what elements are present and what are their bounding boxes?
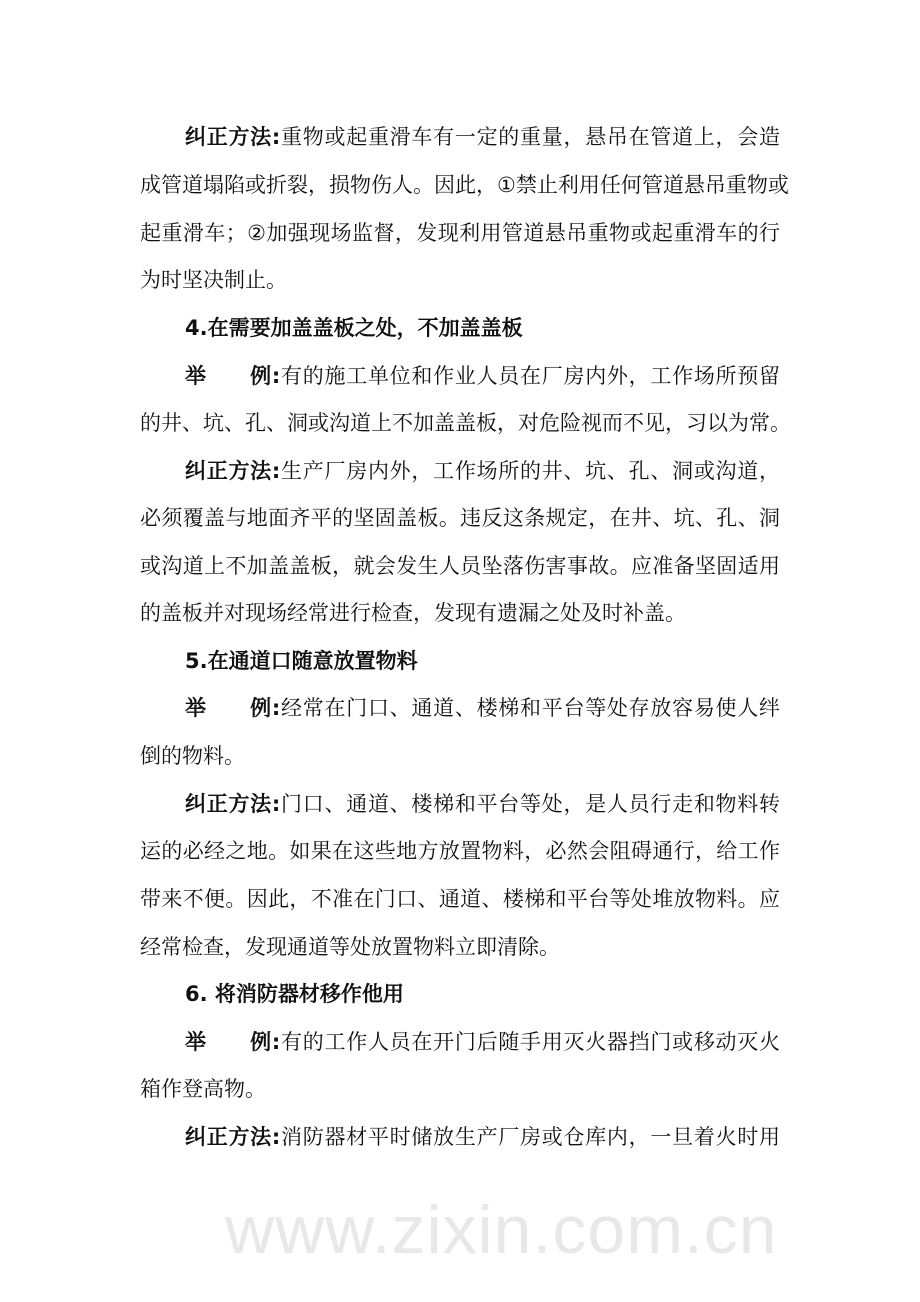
paragraph-line: 成管道塌陷或折裂，损物伤人。因此，①禁止利用任何管道悬吊重物或	[140, 173, 789, 197]
section-heading: 4.在需要加盖盖板之处，不加盖盖板	[185, 316, 523, 340]
section-heading: 5.在通道口随意放置物料	[185, 649, 418, 673]
paragraph-line: 必须覆盖与地面齐平的坚固盖板。违反这条规定，在井、坑、孔、洞	[140, 506, 780, 530]
text: 生产厂房内外，工作场所的井、坑、孔、洞或沟道，	[280, 459, 781, 483]
paragraph-line: 的盖板并对现场经常进行检查，发现有遗漏之处及时补盖。	[140, 601, 686, 625]
fix-label: 纠正方法:	[185, 1125, 281, 1149]
fix-label: 纠正方法:	[185, 125, 281, 149]
text: 消防器材平时储放生产厂房或仓库内，一旦着火时用	[280, 1125, 781, 1149]
example-label: 举 例:	[185, 1030, 281, 1054]
paragraph-line	[185, 693, 780, 723]
paragraph-line	[185, 361, 780, 391]
fix-label: 纠正方法:	[185, 792, 281, 816]
paragraph-line	[185, 1027, 780, 1057]
example-label: 举 例:	[185, 364, 281, 388]
paragraph-line: 的井、坑、孔、洞或沟道上不加盖盖板，对危险视而不见，习以为常。	[140, 411, 791, 435]
paragraph-line: 运的必经之地。如果在这些地方放置物料，必然会阻碍通行，给工作	[140, 839, 780, 863]
paragraph-line	[185, 1122, 780, 1152]
paragraph-line: 为时坚决制止。	[140, 268, 287, 292]
paragraph-line: 经常检查，发现通道等处放置物料立即清除。	[140, 935, 560, 959]
paragraph-line: 倒的物料。	[140, 744, 245, 768]
paragraph-line	[185, 456, 780, 486]
text: 重物或起重滑车有一定的重量，悬吊在管道上，会造	[280, 125, 781, 149]
paragraph-line	[185, 122, 780, 152]
example-label: 举 例:	[185, 696, 281, 720]
fix-label: 纠正方法:	[185, 459, 281, 483]
watermark: www.zixin.com.cn	[225, 1192, 778, 1268]
text: 有的工作人员在开门后随手用灭火器挡门或移动灭火	[280, 1030, 781, 1054]
paragraph-line: 带来不便。因此，不准在门口、通道、楼梯和平台等处堆放物料。应	[140, 887, 780, 911]
text: 经常在门口、通道、楼梯和平台等处存放容易使人绊	[280, 696, 781, 720]
section-heading: 6. 将消防器材移作他用	[185, 982, 404, 1006]
text: 门口、通道、楼梯和平台等处，是人员行走和物料转	[280, 792, 781, 816]
paragraph-line: 或沟道上不加盖盖板，就会发生人员坠落伤害事故。应准备坚固适用	[140, 554, 780, 578]
paragraph-line	[185, 789, 780, 819]
text: 有的施工单位和作业人员在厂房内外，工作场所预留	[280, 364, 781, 388]
paragraph-line: 起重滑车；②加强现场监督，发现利用管道悬吊重物或起重滑车的行	[140, 221, 780, 245]
paragraph-line: 箱作登高物。	[140, 1077, 266, 1101]
